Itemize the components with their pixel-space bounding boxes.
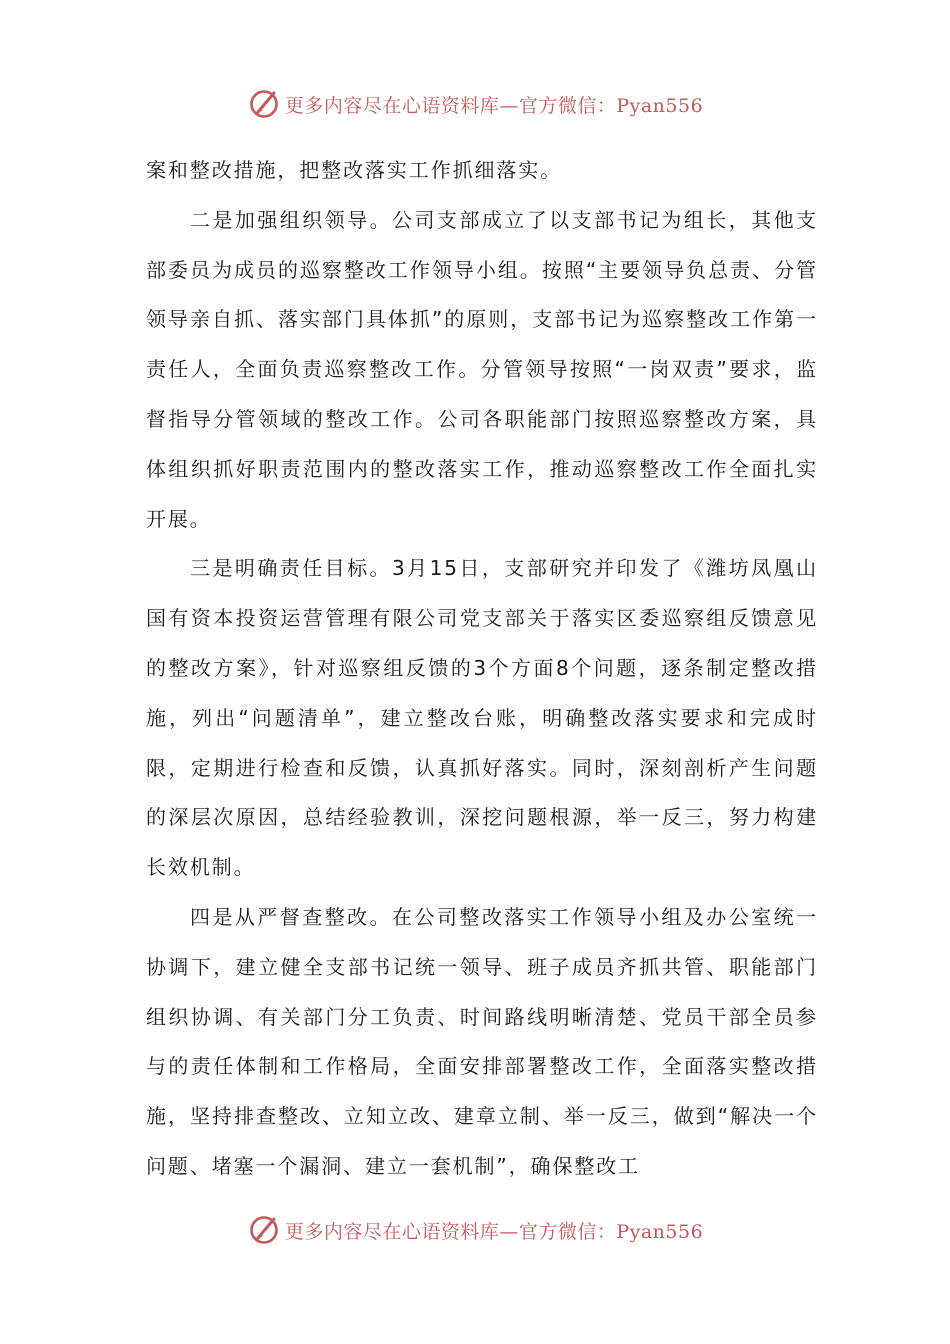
- paragraph-organization-leadership: 二是加强组织领导。公司支部成立了以支部书记为组长，其他支部委员为成员的巡察整改工作领导小组。按照“主要领导负总责、分管领导亲自抓、落实部门具体抓”的原则，支部书记为巡察整改工作第一责任人，全面负责巡察整改工作。分管领导按照“一岗双责”要求，监督指导分管领域的整改工作。公司各职能部门按照巡察整改方案，具体组织抓好职责范围内的整改落实工作，推动巡察整改工作全面扎实开展。: [146, 207, 818, 531]
- paragraph-continuation: 案和整改措施，把整改落实工作抓细落实。: [146, 158, 563, 182]
- watermark-text: 更多内容尽在心语资料库—官方微信：Pyan556: [284, 94, 704, 117]
- paragraph-responsibility-targets: 三是明确责任目标。3月15日，支部研究并印发了《潍坊凤凰山国有资本投资运营管理有限公司党支部关于落实区委巡察组反馈意见的整改方案》，针对巡察组反馈的3个方面8个问题，逐条制定整改措施，列出“问题清单”，建立整改台账，明确整改落实要求和完成时限，定期进行检查和反馈，认真抓好落实。同时，深刻剖析产生问题的深层次原因，总结经验教训，深挖问题根源，举一反三，努力构建长效机制。: [146, 556, 818, 880]
- header-watermark: [0, 84, 950, 124]
- paragraph-strict-supervision: 四是从严督查整改。在公司整改落实工作领导小组及办公室统一协调下，建立健全支部书记统一领导、班子成员齐抓共管、职能部门组织协调、有关部门分工负责、时间路线明晰清楚、党员干部全员参与的责任体制和工作格局，全面安排部署整改工作，全面落实整改措施，坚持排查整改、立知立改、建章立制、举一反三，做到“解决一个问题、堵塞一个漏洞、建立一套机制”，确保整改工: [146, 904, 818, 1178]
- pen-logo-icon: [247, 87, 281, 121]
- document-body: [146, 146, 818, 1192]
- pen-logo-icon: [247, 1213, 281, 1247]
- footer-watermark: [0, 1210, 950, 1250]
- watermark-text: 更多内容尽在心语资料库—官方微信：Pyan556: [284, 1220, 704, 1243]
